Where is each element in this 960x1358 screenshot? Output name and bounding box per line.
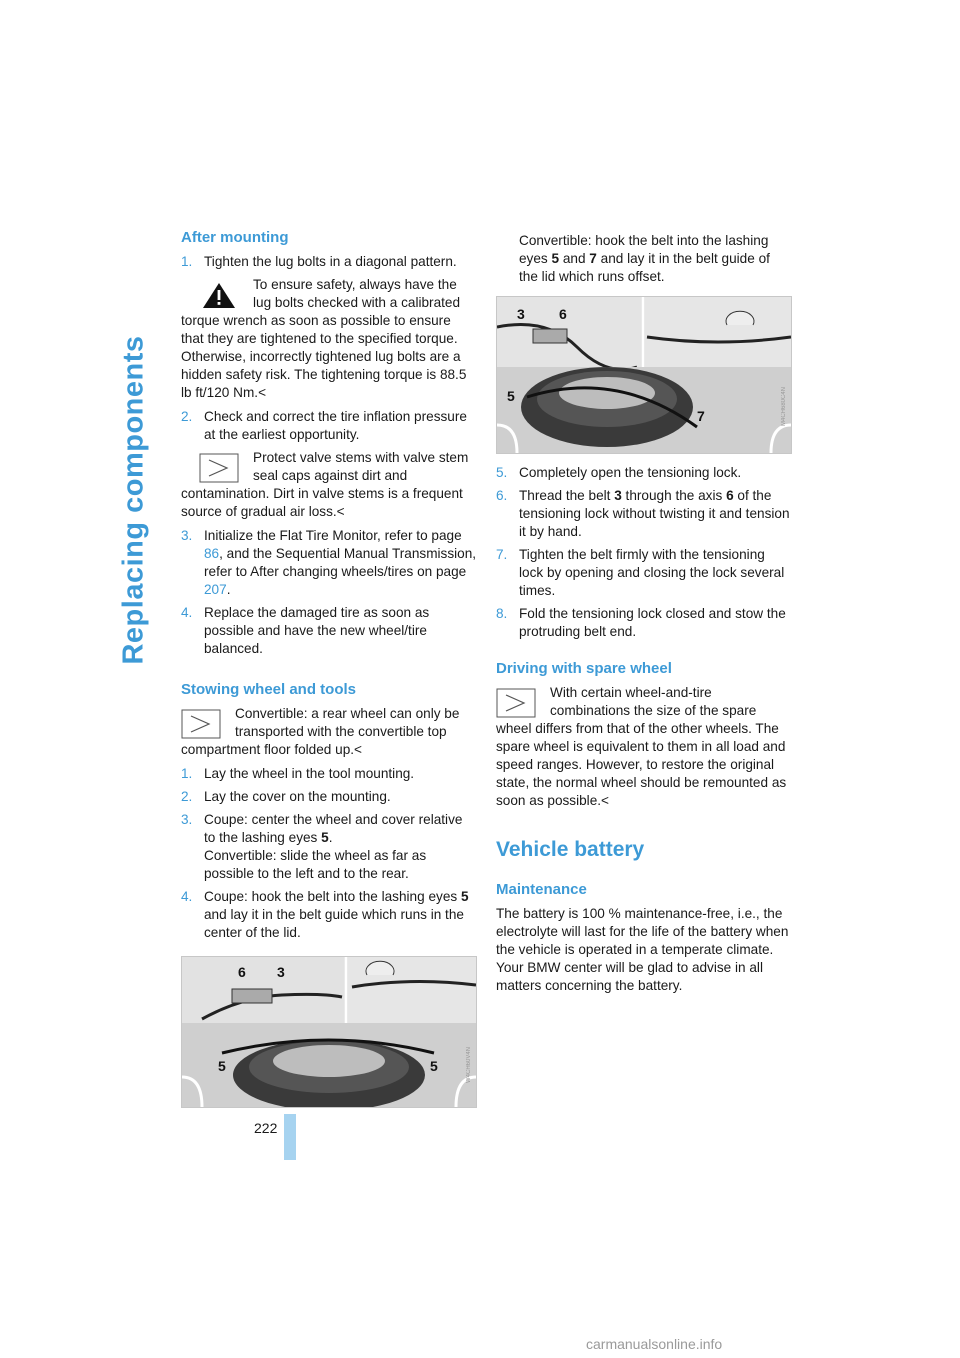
page-number: 222 — [254, 1120, 278, 1136]
left-column — [181, 228, 477, 1118]
spare-wheel-coupe-figure — [181, 956, 477, 1108]
heading-stowing: Stowing wheel and tools — [181, 681, 357, 698]
figure-illustration — [497, 297, 791, 453]
figure-label: 3 — [277, 964, 285, 980]
step-item: 1. Tighten the lug bolts in a diagonal pattern. — [181, 254, 457, 269]
battery-text: The battery is 100 % maintenance-free, i.e., the electrolyte will last for the life of the battery when the vehicle is operated in a temperate climate. — [496, 906, 789, 957]
step-item: 3. Initialize the Flat Tire Monitor, refer to page 86, and the Sequential Manual Transmission, refer to After changing wheels/tires on page 207. — [181, 528, 477, 597]
warning-icon — [199, 280, 239, 310]
heading-spare-wheel: Driving with spare wheel — [496, 660, 672, 677]
figure-label: 6 — [559, 306, 567, 322]
step-item: 6. Thread the belt 3 through the axis 6 of the tensioning lock without twisting it and tension it by hand. — [496, 488, 790, 539]
info-note: Convertible: a rear wheel can only be transported with the convertible top compartment floor folded up.< — [181, 706, 460, 757]
heading-maintenance: Maintenance — [496, 881, 587, 898]
figure-code: M4CH680C4N — [781, 387, 787, 427]
spare-wheel-convertible-figure — [496, 296, 792, 454]
info-note: Protect valve stems with valve stem seal caps against dirt and contamination. Dirt in valve stems is a frequent source of gradual air loss.< — [181, 450, 469, 519]
figure-label: 6 — [238, 964, 246, 980]
step-item: 7. Tighten the belt firmly with the tensioning lock by opening and closing the lock several times. — [496, 547, 785, 598]
watermark: carmanualsonline.info — [586, 1336, 723, 1352]
step-item: 2. Lay the cover on the mounting. — [181, 789, 391, 804]
battery-text: Your BMW center will be glad to advise in all matters concerning the battery. — [496, 960, 763, 993]
heading-after-mounting: After mounting — [181, 229, 289, 246]
note-icon — [496, 688, 536, 718]
step-item: 8. Fold the tensioning lock closed and stow the protruding belt end. — [496, 606, 786, 639]
figure-label: 3 — [517, 306, 525, 322]
step-item: 1. Lay the wheel in the tool mounting. — [181, 766, 415, 781]
section-title: Replacing components — [117, 335, 150, 665]
figure-label: 5 — [430, 1058, 438, 1074]
step-item: 4. Replace the damaged tire as soon as possible and have the new wheel/tire balanced. — [181, 605, 430, 656]
info-note: With certain wheel-and-tire combinations the size of the spare wheel differs from that of the other wheels. The spare wheel is equivalent to them in all load and speed ranges. However, to restore the original state, the normal wheel should be remounted as soon as possible.< — [496, 685, 787, 808]
page-link[interactable]: 207 — [204, 582, 227, 597]
warning-note: To ensure safety, always have the lug bolts checked with a calibrated torque wrench as soon as possible to ensure that they are tightened to the specified torque. Otherwise, incorrectly tightened lug bolts are a hidden safety risk. The tightening torque is 88.5 lb ft/120 Nm.< — [181, 277, 467, 400]
note-icon — [199, 453, 239, 483]
figure-label: 5 — [507, 388, 515, 404]
figure-label: 5 — [218, 1058, 226, 1074]
step-item: 5. Completely open the tensioning lock. — [496, 465, 742, 480]
step-item: 3. Coupe: center the wheel and cover relative to the lashing eyes 5. Convertible: slide the wheel as far as possible to the left and to the rear. — [181, 812, 463, 881]
step-item: 4. Coupe: hook the belt into the lashing eyes 5 and lay it in the belt guide which runs in the center of the lid. — [181, 889, 469, 940]
heading-vehicle-battery: Vehicle battery — [496, 838, 645, 861]
figure-illustration — [182, 957, 476, 1107]
step-item: 2. Check and correct the tire inflation pressure at the earliest opportunity. — [181, 409, 467, 442]
figure-code: W4CH60V4N — [466, 1047, 472, 1084]
right-column — [496, 232, 792, 995]
step-continuation: Convertible: hook the belt into the lashing eyes 5 and 7 and lay it in the belt guide of the lid which runs offset. — [519, 233, 770, 284]
page-link[interactable]: 86 — [204, 546, 220, 561]
note-icon — [181, 709, 221, 739]
page-bar — [284, 1114, 296, 1160]
figure-label: 7 — [697, 408, 705, 424]
